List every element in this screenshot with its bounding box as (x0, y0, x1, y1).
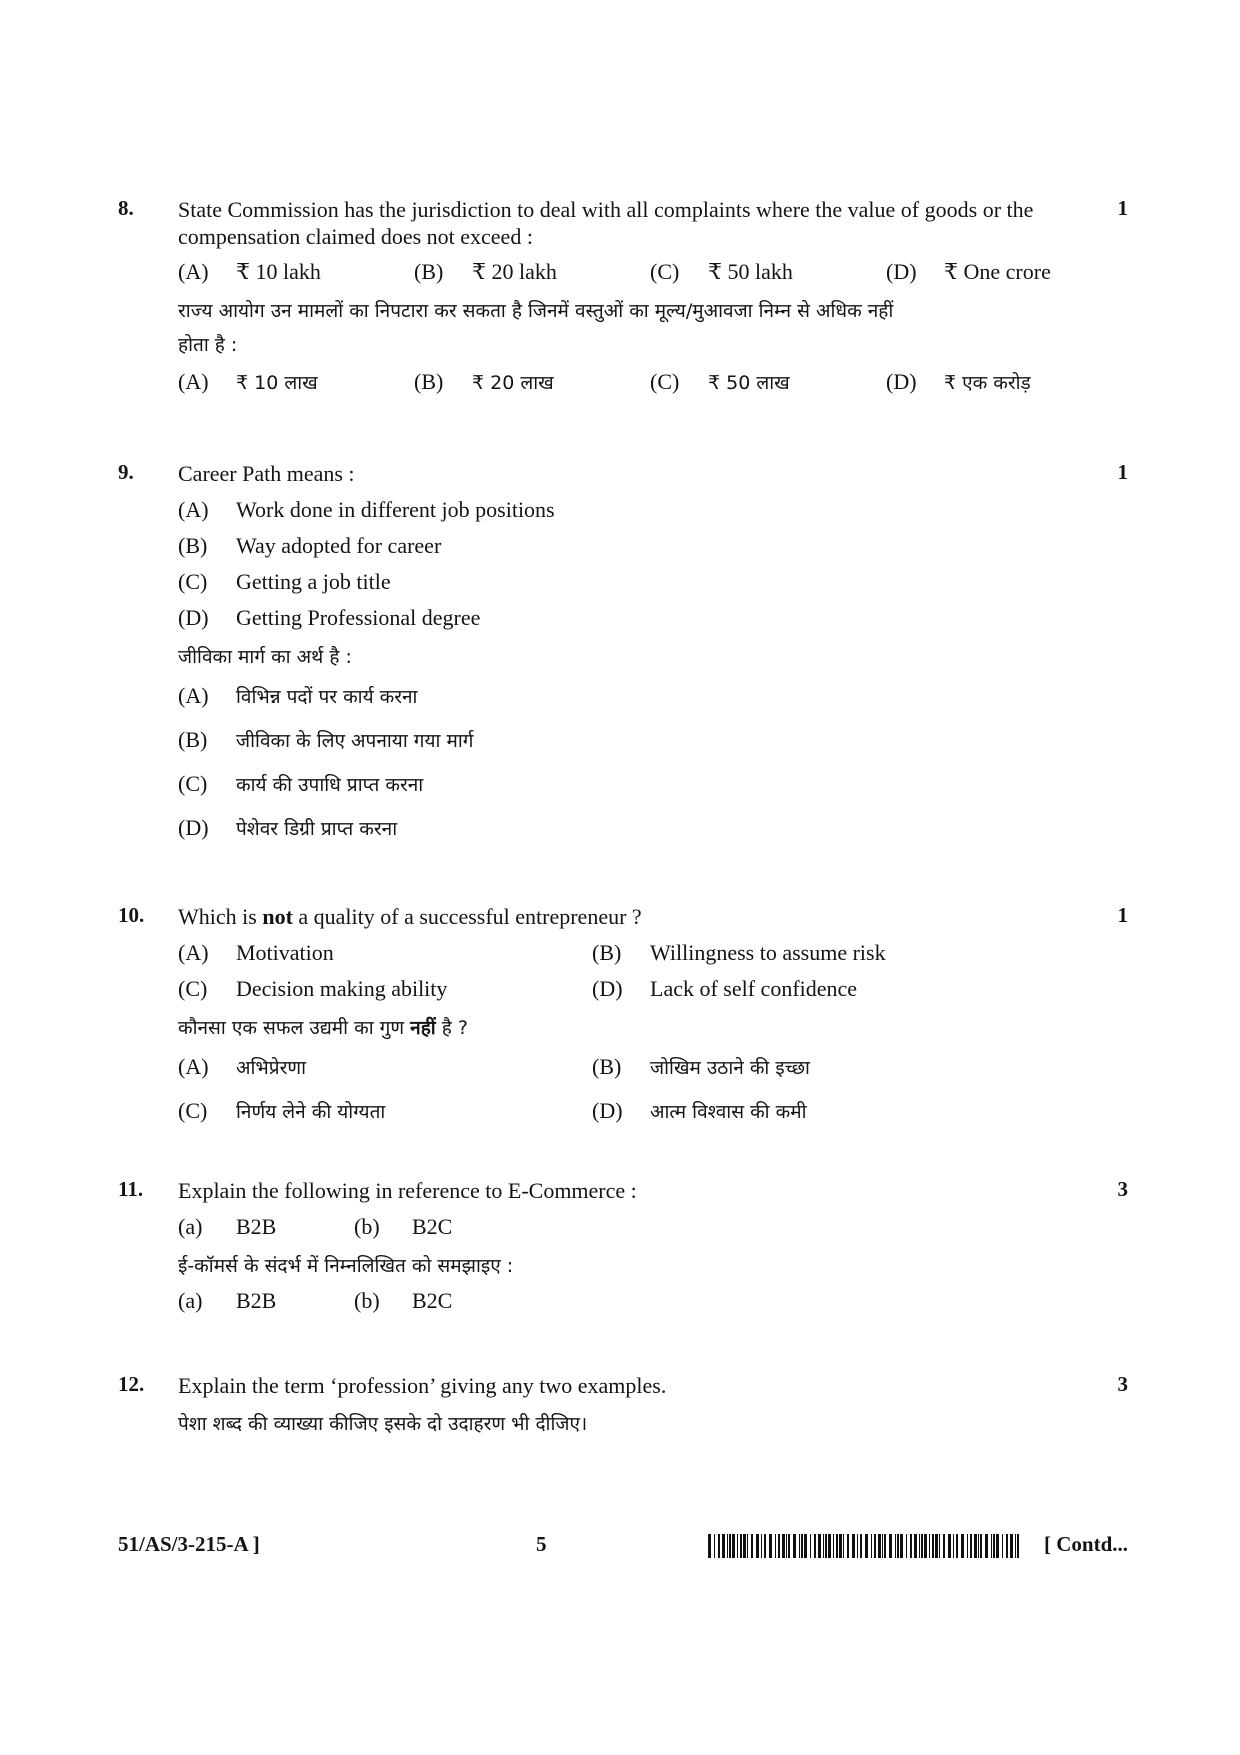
options-row-en (178, 1213, 1086, 1249)
option-c-hi: (C) निर्णय लेने की योग्यता (178, 1098, 386, 1123)
question-text-en: Explain the term ‘profession’ giving any two examples. (178, 1373, 667, 1398)
question-text-hi: जीविका मार्ग का अर्थ है : (178, 646, 352, 668)
option-d: (D) Getting Professional degree (178, 605, 481, 630)
question-text-hi: राज्य आयोग उन मामलों का निपटारा कर सकता है जिनमें वस्तुओं का मूल्य/मुआवजा निम्न से अधिक नहीं होता है : (178, 300, 894, 356)
option-d: (D) ₹ One crore (886, 259, 1051, 284)
option-c-hi: (C) ₹ 50 लाख (650, 369, 790, 394)
question-8 (118, 196, 1128, 416)
contd-label: [ Contd... (1043, 1532, 1128, 1556)
question-12 (118, 1372, 1128, 1452)
page-number: 5 (536, 1532, 547, 1556)
options-row-hi-1 (178, 1051, 1086, 1095)
options-row-hi (178, 1287, 1086, 1323)
question-text-en: Which is not a quality of a successful entrepreneur ? (178, 904, 642, 929)
question-11 (118, 1177, 1128, 1337)
question-text-hi: ई-कॉमर्स के संदर्भ में निम्नलिखित को समझाइए : (178, 1255, 514, 1277)
question-9 (118, 460, 1128, 860)
option-b-hi: (B) जीविका के लिए अपनाया गया मार्ग (178, 727, 474, 752)
question-marks: 3 (1117, 1177, 1128, 1201)
option-c-hi: (C) कार्य की उपाधि प्राप्त करना (178, 771, 424, 796)
question-number: 10. (118, 903, 145, 927)
option-a: (A) Work done in different job positions (178, 497, 555, 522)
question-number: 8. (118, 196, 134, 220)
options-row-hi-2 (178, 1095, 1086, 1139)
question-marks: 1 (1117, 903, 1128, 927)
option-a: (A) ₹ 10 lakh (178, 259, 321, 284)
option-a-hi: (A) ₹ 10 लाख (178, 369, 318, 394)
options-row-en (178, 258, 1086, 294)
question-10 (118, 903, 1128, 1143)
question-number: 11. (118, 1177, 144, 1201)
question-marks: 1 (1117, 460, 1128, 484)
question-text-hi: पेशा शब्द की व्याख्या कीजिए इसके दो उदाहरण भी दीजिए। (178, 1413, 588, 1435)
paper-code: 51/AS/3-215-A ] (118, 1532, 260, 1556)
question-number: 9. (118, 460, 134, 484)
options-row-en-1 (178, 939, 1086, 975)
option-a-hi: (A) विभिन्न पदों पर कार्य करना (178, 683, 418, 708)
option-b-hi: (B) ₹ 20 लाख (414, 369, 554, 394)
option-c: (C) ₹ 50 lakh (650, 259, 793, 284)
question-marks: 3 (1117, 1372, 1128, 1396)
option-c: (C) Getting a job title (178, 569, 391, 594)
option-a-hi: (a) B2B (178, 1288, 277, 1313)
option-c: (C) Decision making ability (178, 976, 448, 1001)
question-text-en: State Commission has the jurisdiction to deal with all complaints where the value of goods or the compensation claimed does not exceed : (178, 197, 1034, 249)
option-b-hi: (b) B2C (354, 1288, 453, 1313)
options-row-hi (178, 366, 1086, 410)
question-text-hi: कौनसा एक सफल उद्यमी का गुण नहीं है ? (178, 1017, 468, 1039)
option-b: (B) ₹ 20 lakh (414, 259, 557, 284)
question-text-en: Explain the following in reference to E-Commerce : (178, 1178, 637, 1203)
option-d-hi: (D) ₹ एक करोड़ (886, 369, 1031, 394)
option-b: (b) B2C (354, 1214, 453, 1239)
option-d-hi: (D) पेशेवर डिग्री प्राप्त करना (178, 815, 398, 840)
option-b: (B) Way adopted for career (178, 533, 442, 558)
option-a: (a) B2B (178, 1214, 277, 1239)
question-text-en: Career Path means : (178, 461, 355, 486)
page-footer (118, 1532, 1128, 1572)
question-marks: 1 (1117, 196, 1128, 220)
question-number: 12. (118, 1372, 145, 1396)
option-b: (B) Willingness to assume risk (592, 940, 886, 965)
option-a-hi: (A) अभिप्रेरणा (178, 1054, 307, 1079)
option-d-hi: (D) आत्म विश्वास की कमी (592, 1098, 807, 1123)
option-d: (D) Lack of self confidence (592, 976, 858, 1001)
option-a: (A) Motivation (178, 940, 334, 965)
option-b-hi: (B) जोखिम उठाने की इच्छा (592, 1054, 810, 1079)
barcode-icon (708, 1534, 1020, 1558)
options-row-en-2 (178, 975, 1086, 1011)
